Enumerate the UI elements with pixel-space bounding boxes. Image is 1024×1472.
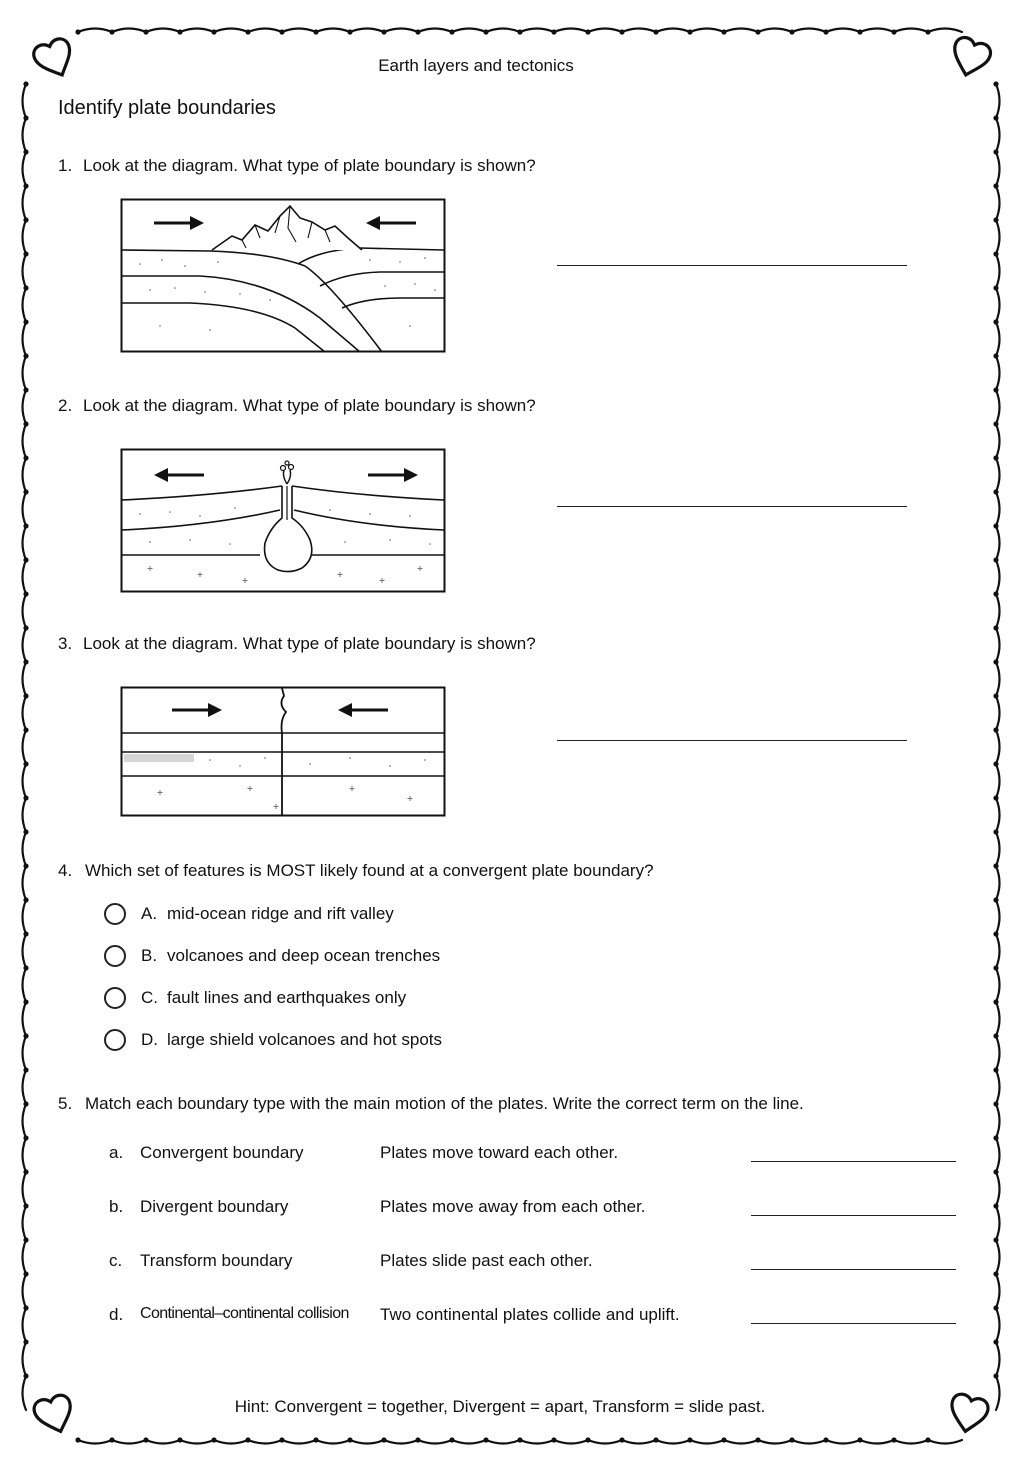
radio-button[interactable] — [104, 903, 126, 925]
option-letter: A. — [141, 904, 158, 923]
match-definition: Plates move away from each other. — [380, 1197, 646, 1216]
match-answer-line[interactable] — [751, 1161, 956, 1162]
match-letter: b. — [109, 1197, 124, 1216]
answer-line-1[interactable] — [557, 265, 907, 266]
match-letter: a. — [109, 1143, 124, 1162]
question-2 — [58, 396, 536, 416]
diagram-transform-boundary — [120, 686, 448, 818]
match-term: Convergent boundary — [140, 1143, 304, 1162]
option-letter: C. — [141, 988, 158, 1007]
answer-line-3[interactable] — [557, 740, 907, 741]
question-4 — [58, 861, 654, 881]
question-number: 5. — [58, 1094, 73, 1113]
option-d[interactable] — [104, 1029, 442, 1051]
match-definition: Two continental plates collide and uplift. — [380, 1305, 680, 1324]
question-text: Look at the diagram. What type of plate boundary is shown? — [83, 396, 536, 415]
radio-button[interactable] — [104, 987, 126, 1009]
diagram-convergent-boundary — [120, 198, 448, 354]
option-text: large shield volcanoes and hot spots — [167, 1030, 443, 1049]
option-text: mid-ocean ridge and rift valley — [167, 904, 394, 923]
option-letter: D. — [141, 1030, 158, 1049]
heart-icon — [947, 35, 993, 81]
worksheet-subject: Earth layers and tectonics — [378, 56, 574, 75]
match-answer-line[interactable] — [751, 1269, 956, 1270]
section-title: Identify plate boundaries — [58, 97, 276, 119]
option-letter: B. — [141, 946, 158, 965]
answer-line-2[interactable] — [557, 506, 907, 507]
question-5 — [58, 1094, 804, 1114]
question-number: 1. — [58, 156, 73, 175]
option-b[interactable] — [104, 945, 440, 967]
radio-button[interactable] — [104, 1029, 126, 1051]
match-definition: Plates move toward each other. — [380, 1143, 619, 1162]
question-number: 2. — [58, 396, 73, 415]
radio-button[interactable] — [104, 945, 126, 967]
option-a[interactable] — [104, 903, 394, 925]
question-text: Match each boundary type with the main motion of the plates. Write the correct term on the line. — [85, 1094, 804, 1113]
option-text: volcanoes and deep ocean trenches — [167, 946, 441, 965]
hint-text: Hint: Convergent = together, Divergent = apart, Transform = slide past. — [234, 1397, 766, 1416]
match-answer-line[interactable] — [751, 1215, 956, 1216]
match-definition: Plates slide past each other. — [380, 1251, 593, 1270]
question-text: Which set of features is MOST likely found at a convergent plate boundary? — [85, 861, 654, 880]
question-3 — [58, 634, 536, 654]
question-1 — [58, 156, 536, 176]
match-term: Divergent boundary — [140, 1197, 289, 1216]
match-term: Continental–continental collision — [140, 1305, 349, 1322]
question-number: 3. — [58, 634, 73, 653]
question-text: Look at the diagram. What type of plate boundary is shown? — [83, 634, 536, 653]
question-text: Look at the diagram. What type of plate boundary is shown? — [83, 156, 536, 175]
match-letter: d. — [109, 1305, 124, 1324]
match-term: Transform boundary — [140, 1251, 293, 1270]
question-number: 4. — [58, 861, 73, 880]
match-answer-line[interactable] — [751, 1323, 956, 1324]
option-text: fault lines and earthquakes only — [167, 988, 407, 1007]
match-letter: c. — [109, 1251, 123, 1270]
diagram-divergent-boundary — [120, 448, 448, 594]
option-c[interactable] — [104, 987, 406, 1009]
